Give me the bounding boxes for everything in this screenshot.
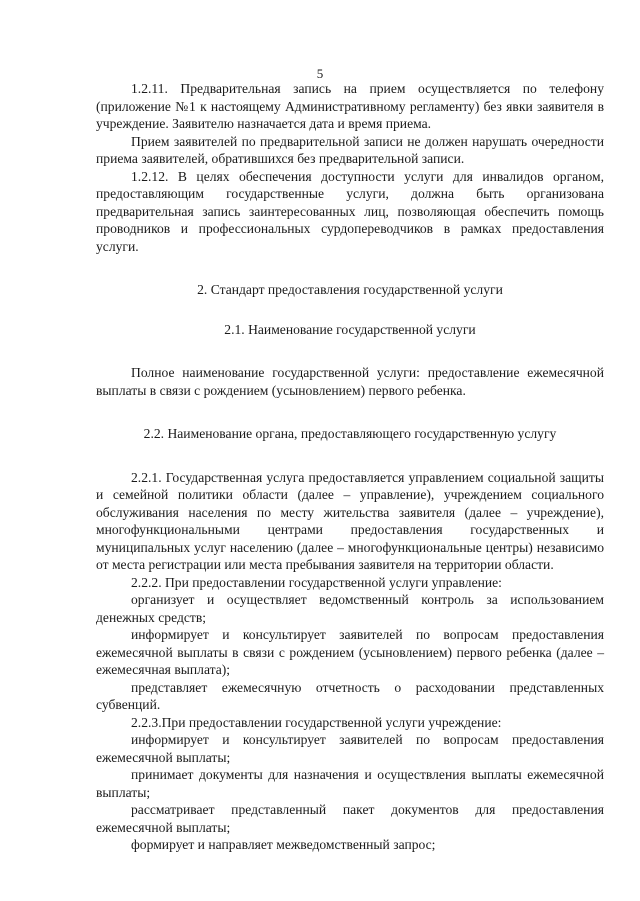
- subsection-heading-2-2: 2.2. Наименование органа, предоставляющего государственную услугу: [143, 426, 557, 441]
- paragraph-1-2-12: 1.2.12. В целях обеспечения доступности услуги для инвалидов органом, предоставляющим государственные услуги, должна быть организована предварительная запись заинтересованных лиц, позволяющая обеспечить помощь проводников и профессиональных сурдопереводчиков в рамках предоставления услуги.: [96, 168, 604, 254]
- paragraph-predstavlyaet: представляет ежемесячную отчетность о расходовании представленных субвенций.: [96, 679, 604, 712]
- paragraph-polnoe-naimenovanie: Полное наименование государственной услуги: предоставление ежемесячной выплаты в связи с рождением (усыновлением) первого ребенка.: [96, 365, 604, 398]
- document-body: [96, 80, 604, 854]
- paragraph-prinimaet: принимает документы для назначения и осуществления выплаты ежемесячной выплаты;: [96, 767, 604, 800]
- page-number: 5: [316, 66, 324, 81]
- paragraph-2-2-2: 2.2.2. При предоставлении государственной услуги управление:: [131, 574, 502, 590]
- paragraph-informiruet-1: информирует и консультирует заявителей по вопросам предоставления ежемесячной выплаты в связи с рождением (усыновлением) первого ребенка (далее – ежемесячная выплата);: [96, 627, 604, 677]
- paragraph-2-2-3: 2.2.3.При предоставлении государственной услуги учреждение:: [131, 714, 502, 730]
- section-heading-2: 2. Стандарт предоставления государственной услуги: [197, 282, 503, 297]
- paragraph-rassmatrivaet: рассматривает представленный пакет документов для предоставления ежемесячной выплаты;: [96, 802, 604, 835]
- paragraph-organizuet: организует и осуществляет ведомственный контроль за использованием денежных средств;: [96, 592, 604, 625]
- paragraph-priem: Прием заявителей по предварительной записи не должен нарушать очередности приема заявителей, обратившихся без предварительной записи.: [96, 133, 604, 166]
- subsection-heading-2-1: 2.1. Наименование государственной услуги: [224, 321, 476, 337]
- paragraph-1-2-11: 1.2.11. Предварительная запись на прием осуществляется по телефону (приложение №1 к настоящему Административному регламенту) без явки заявителя в учреждение. Заявителю назначается дата и время приема.: [96, 81, 604, 131]
- paragraph-informiruet-2: информирует и консультирует заявителей по вопросам предоставления ежемесячной выплаты;: [96, 732, 604, 765]
- paragraph-formiruet: формирует и направляет межведомственный запрос;: [131, 837, 436, 852]
- paragraph-2-2-1: 2.2.1. Государственная услуга предоставляется управлением социальной защиты и семейной политики области (далее – управление), учреждением социального обслуживания населения по месту жительства заявителя (далее – учреждение), многофункциональными центрами предоставления государственных и муниципальных услуг населению (далее – многофункциональные центры) независимо от места регистрации или места пребывания заявителя на территории области.: [96, 469, 604, 572]
